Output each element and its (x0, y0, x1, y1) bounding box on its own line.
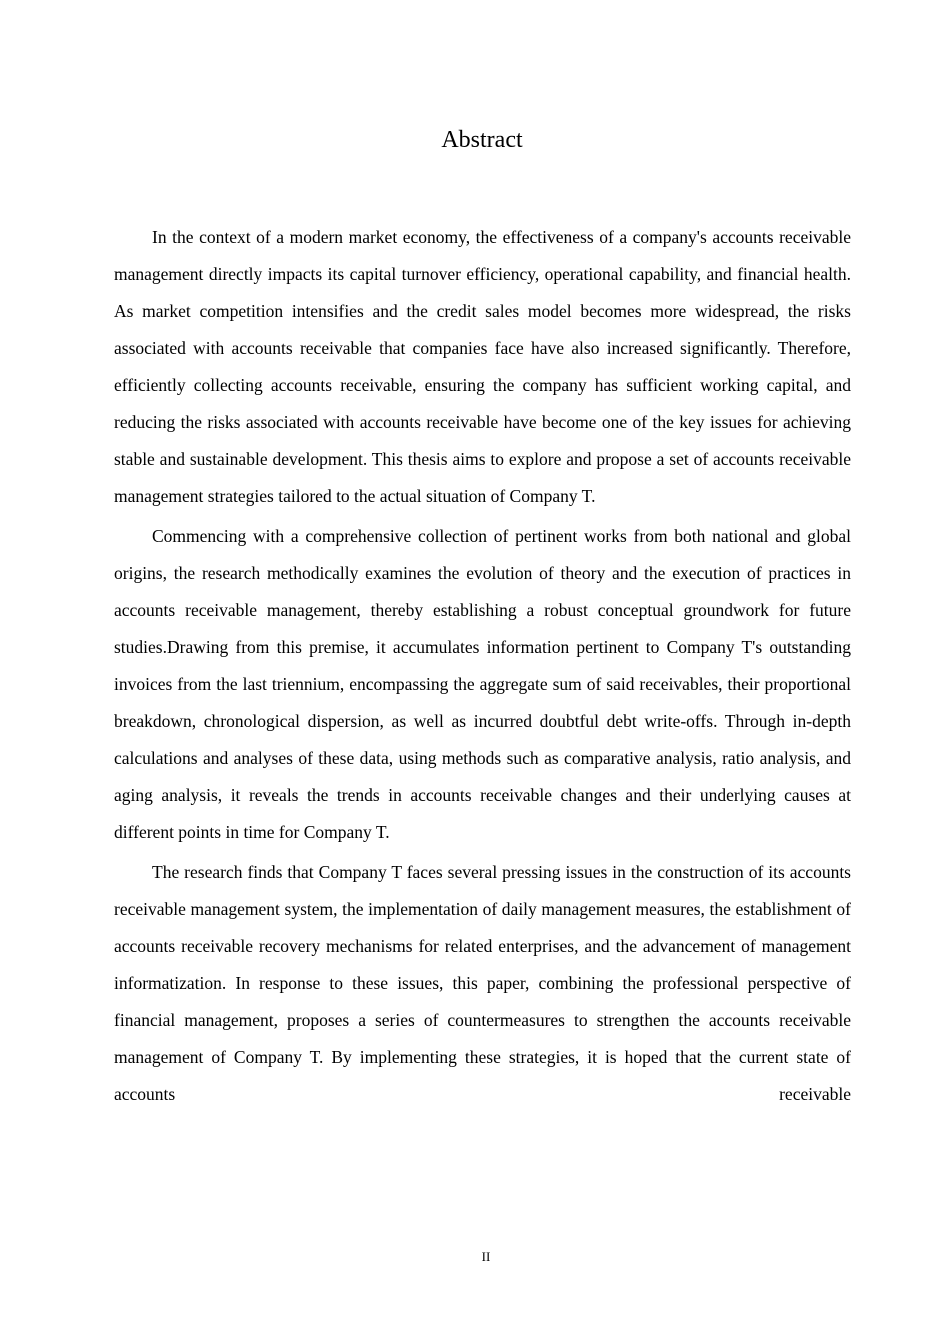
abstract-paragraph-3: The research finds that Company T faces several pressing issues in the construction of its accounts receivable management system, the implementation of daily management measures, the establishment of accounts receivable recovery mechanisms for related enterprises, and the advancement of management informatization. In response to these issues, this paper, combining the professional perspective of financial management, proposes a series of countermeasures to strengthen the accounts receivable management of Company T. By implementing these strategies, it is hoped that the current state of accounts receivable (114, 862, 851, 1104)
abstract-body (114, 219, 851, 1116)
abstract-paragraph-2: Commencing with a comprehensive collection of pertinent works from both national and global origins, the research methodically examines the evolution of theory and the execution of practices in accounts receivable management, thereby establishing a robust conceptual groundwork for future studies.Drawing from this premise, it accumulates information pertinent to Company T's outstanding invoices from the last triennium, encompassing the aggregate sum of said receivables, their proportional breakdown, chronological dispersion, as well as incurred doubtful debt write-offs. Through in-depth calculations and analyses of these data, using methods such as comparative analysis, ratio analysis, and aging analysis, it reveals the trends in accounts receivable changes and their underlying causes at different points in time for Company T. (114, 526, 851, 842)
page-number: II (481, 1249, 491, 1264)
abstract-paragraph-1: In the context of a modern market economy, the effectiveness of a company's accounts receivable management directly impacts its capital turnover efficiency, operational capability, and financial health. As market competition intensifies and the credit sales model becomes more widespread, the risks associated with accounts receivable that companies face have also increased significantly. Therefore, efficiently collecting accounts receivable, ensuring the company has sufficient working capital, and reducing the risks associated with accounts receivable have become one of the key issues for achieving stable and sustainable development. This thesis aims to explore and propose a set of accounts receivable management strategies tailored to the actual situation of Company T. (114, 227, 851, 506)
page-title: Abstract (441, 127, 523, 153)
